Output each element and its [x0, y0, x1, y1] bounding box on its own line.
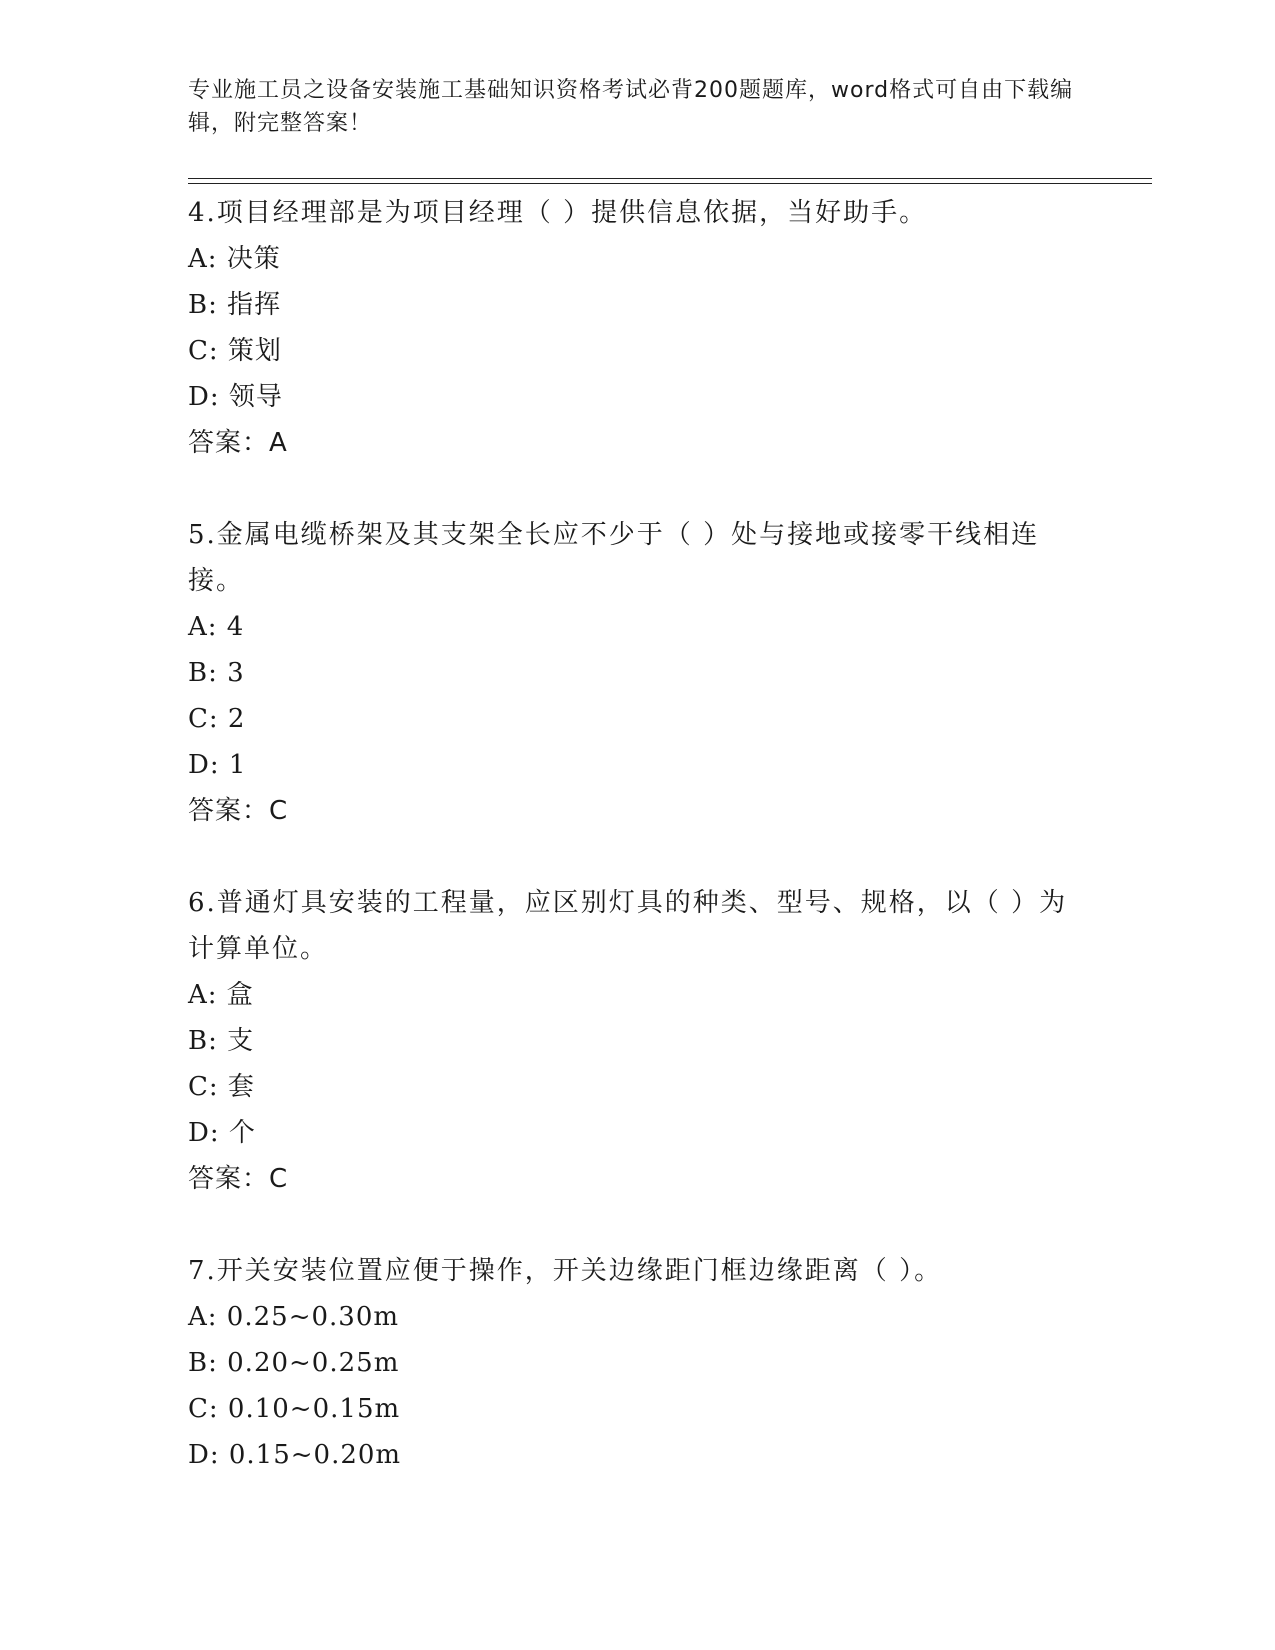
- question-stem: 6.普通灯具安装的工程量，应区别灯具的种类、型号、规格，以（ ）为计算单位。: [188, 888, 1068, 964]
- option-d: D: 领导: [188, 382, 283, 412]
- question-answer: 答案：A: [188, 428, 288, 458]
- question-stem: 4.项目经理部是为项目经理（ ）提供信息依据，当好助手。: [188, 198, 928, 228]
- question-item: [188, 190, 1088, 466]
- question-answer: 答案：C: [188, 1164, 289, 1194]
- option-d: D: 1: [188, 750, 247, 780]
- document-header: 专业施工员之设备安装施工基础知识资格考试必背200题题库，word格式可自由下载编辑，附完整答案！: [188, 78, 1074, 136]
- option-a: A: 0.25~0.30m: [188, 1302, 400, 1332]
- question-answer: 答案：C: [188, 796, 289, 826]
- option-a: A: 决策: [188, 244, 281, 274]
- question-item: [188, 1248, 1088, 1478]
- option-c: C: 0.10~0.15m: [188, 1394, 401, 1424]
- option-b: B: 指挥: [188, 290, 282, 320]
- question-stem: 5.金属电缆桥架及其支架全长应不少于（ ）处与接地或接零干线相连接。: [188, 520, 1040, 596]
- option-a: A: 盒: [188, 980, 254, 1010]
- option-c: C: 套: [188, 1072, 255, 1102]
- header-divider-bottom: [188, 183, 1152, 184]
- option-b: B: 0.20~0.25m: [188, 1348, 400, 1378]
- header-divider-top: [188, 178, 1152, 179]
- question-item: [188, 880, 1088, 1202]
- option-d: D: 个: [188, 1118, 256, 1148]
- question-list: [188, 190, 1088, 1524]
- question-item: [188, 512, 1088, 834]
- option-a: A: 4: [188, 612, 245, 642]
- option-c: C: 2: [188, 704, 246, 734]
- option-b: B: 3: [188, 658, 245, 688]
- option-c: C: 策划: [188, 336, 282, 366]
- option-b: B: 支: [188, 1026, 255, 1056]
- question-stem: 7.开关安装位置应便于操作，开关边缘距门框边缘距离（ ）。: [188, 1256, 943, 1286]
- option-d: D: 0.15~0.20m: [188, 1440, 402, 1470]
